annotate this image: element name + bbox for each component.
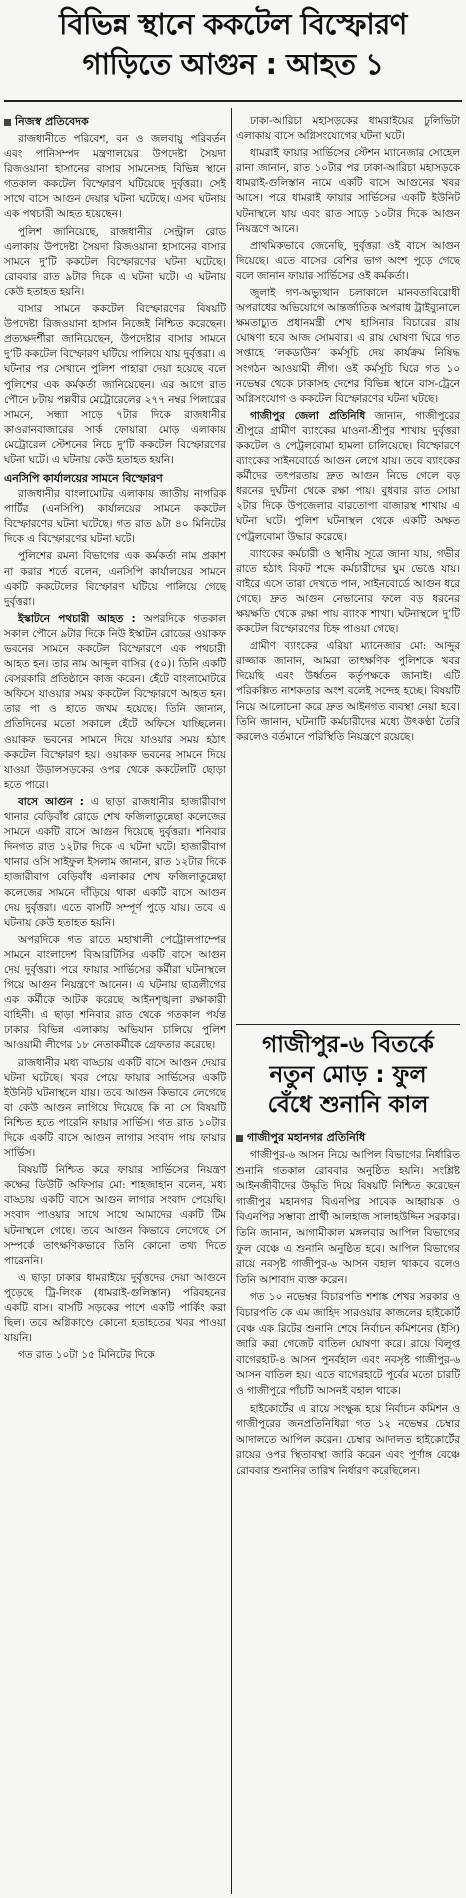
story-paragraph: রাজধানীর মধ্য বাড্ডায় একটি বাসে আগুন দেয়ার ঘটনা ঘটেছে। খবর পেয়ে ফায়ার সার্ভিসের একটি ইউনিট ঘটনাস্থলে যায়। তবে আগুন কিভাবে লেগেছে বা কেউ আগুন লাগিয়ে দিয়েছে কি না সে বিষয়টি নিশ্চিত হতে পারেনি ফায়ার সার্ভিস। গত রাত ১০টার দিকে একটি বাসে আগুন লাগার সংবাদ পায় ফায়ার সার্ভিস। (4, 1056, 226, 1160)
story-paragraph: গ্রামীণ ব্যাংকের এরিয়া ম্যানেজার মো: আব্দুর রাজ্জাক জানান, আমরা তাৎক্ষণিক পুলিশকে খবর দিয়েছি এবং উর্ধ্বতন কর্তৃপক্ষকে জানাই। এটি পরিকল্পিত নাশকতার অংশ বলেই সন্দেহ হচ্ছে। বিষয়টি নিয়ে আলোচনা করে দ্রুত আইনগত ব্যবস্থা নেয়া হবে। তিনি জানান, ঘটনাটি কর্মচারীদের মধ্যে উৎকণ্ঠা তৈরি করলেও বর্তমানে পরিস্থিতি নিয়ন্ত্রণে রয়েছে। (236, 640, 460, 743)
column-divider (231, 108, 232, 1894)
story-paragraph: জুলাই গণ-অভ্যুত্থান চলাকালে মানবতাবিরোধী অপরাধের অভিযোগে আন্তর্জাতিক অপরাধ ট্রাইব্যুনালে ক্ষমতাচ্যুত প্রধানমন্ত্রী শেখ হাসিনার বিচারের রায় ঘোষণা হবে আজ সোমবার। এ রায় ঘোষণা ঘিরে গত সপ্তাহে ‘লকডাউন’ কর্মসূচি দেয় কার্যক্রম নিষিদ্ধ সংগঠন আওয়ামী লীগ। ওই কর্মসূচি ঘিরে গত ১০ নভেম্বর থেকে ঢাকাসহ দেশের বিভিন্ন স্থানে বাস-ট্রেনে অগ্নিসংযোগ ও ককটেল বিস্ফোরণের ঘটনা ঘটছে। (236, 287, 460, 405)
story-paragraph: ঢাকা-আরিচা মহাসড়কের ধামরাইয়ের ঢুলিভিটা এলাকায় বাসে অগ্নিসংযোগের ঘটনা ঘটে। (236, 115, 460, 143)
headline-rule (4, 100, 462, 102)
story-paragraph: অপরদিকে গত রাতে মহাখালী পেট্রোলপাম্পের সামনে বাংলাদেশ বিআরটিসির একটি বাসে আগুন দেয় দুর্বৃত্তরা। পরে ফায়ার সার্ভিসের কর্মীরা ঘটনাস্থলে গিয়ে আগুন নিয়ন্ত্রণে আনেন। এ ঘটনায় ছাত্রলীগের এক কর্মীকে আটক করেছে আইনশৃঙ্খলা রক্ষাকারী বাহিনী। এ ছাড়া শনিবার রাত থেকে গতকাল পর্যন্ত ঢাকার বিভিন্ন এলাকায় অভিযান চালিয়ে পুলিশ আওয়ামী লীগের ১৮ নেতাকর্মীকে গ্রেফতার করেছে। (4, 933, 226, 1052)
square-bullet-icon (4, 119, 11, 126)
byline-gazipur-district: গাজীপুর জেলা প্রতিনিধি (250, 409, 366, 422)
story-paragraph: গত রাত ১০টা ১৫ মিনিটের দিকে (18, 1349, 155, 1362)
story-paragraph: ব্যাংকের কর্মচারী ও স্থানীয় সূত্রে জানা যায়, গভীর রাতে হঠাৎ বিকট শব্দে কর্মচারীদের ঘুম ভেঙে যায়। বাইরে এসে তারা দেখতে পান, সাইনবোর্ডে আগুন ধরে গেছে। দ্রুত আগুন নেভানোর ফলে বড় ধরনের ক্ষয়ক্ষতি থেকে রক্ষা পায় ব্যাংক শাখা। ঘটনাস্থলে দু’টি ককটেল বিস্ফোরণের চিহ্ন পাওয়া গেছে। (236, 547, 460, 636)
main-headline (0, 0, 466, 84)
story-continuation-column (236, 114, 460, 1020)
story-paragraph: প্রাথমিকভাবে জেনেছি, দুর্বৃত্তরা ওই বাসে আগুন দিয়েছে। এতে বাসের বেশির ভাগ অংশ পুড়ে গেছে বলে জানান ফায়ার সার্ভিসের ওই কর্মকর্তা। (236, 239, 460, 282)
second-headline-line-2: নতুন মোড় : ফুল (269, 1062, 427, 1088)
square-bullet-icon (236, 1135, 243, 1142)
second-story-byline: গাজীপুর মহানগর প্রতিনিধি (236, 1130, 460, 1146)
story-paragraph-bus: বাসে আগুন : এ ছাড়া রাজধানীর হাজারীবাগ থানার বেড়িবাঁধ রোডে শেখ ফজিলাতুন্নেছা কলেজের সামনে একটি বাসে আগুন দিয়েছে দুর্বৃত্তরা। শনিবার দিনগত রাত ১২টার দিকে এ ঘটনা ঘটে। হাজারীবাগ থানার ওসি সাইফুল ইসলাম জানান, রাত ১২টার দিকে হাজারীবাগ বেড়িবাঁধ এলাকার শেখ ফজিলাতুন্নেছা কলেজের সামনে দাঁড়িয়ে থাকা একটি বাসে আগুন দেয় দুর্বৃত্তরা। এতে বাসটি সম্পূর্ণ পুড়ে যায়। তবে এ ঘটনায় কেউ হতাহত হয়নি। (4, 795, 226, 929)
second-headline (234, 1030, 462, 1120)
story-paragraph: হাইকোর্টের এ রায়ে সংক্ষুব্ধ হয়ে নির্বাচন কমিশন ও গাজীপুরের জনপ্রতিনিধিরা গত ১২ নভেম্বর চেম্বার আদালতে আপিল করেন। চেম্বার আদালত হাইকোর্টের রায়ের ওপর স্থিতাবস্থা জারি করেন এবং পূর্ণাঙ্গ বেঞ্চে রোববার শুনানির তারিখ নির্ধারণ করেছিলেন। (236, 1402, 460, 1477)
story-separator (236, 1024, 460, 1025)
headline-line-2: গাড়িতে আগুন : আহত ১ (82, 47, 384, 81)
subheading-ncp: এনসিপি কার্যালয়ের সামনে বিস্ফোরণ (4, 472, 163, 486)
story-paragraph: পুলিশের রমনা বিভাগের এক কর্মকর্তা নাম প্রকাশ না করার শর্তে বলেন, এনসিপি কার্যালয়ের সামনে একটি ককটেলের বিস্ফোরণ ঘটিয়ে পালিয়ে গেছে দুর্বৃত্তরা। (4, 550, 226, 608)
lead-bus-fire: বাসে আগুন : (18, 795, 84, 808)
story-paragraph: রাজধানীতে পরিবেশ, বন ও জলবায়ু পরিবর্তন এবং পানিসম্পদ মন্ত্রণালয়ের উপদেষ্টা সৈয়দা রিজওয়ানা হাসানের বাসার সামনেসহ বিভিন্ন স্থানে গতকাল ককটেল বিস্ফোরণ ঘটিয়েছে দুর্বৃত্তরা। সেই সাথে বাসে আগুন দেয়ার ঘটনা ঘটেছে। এসব ঘটনায় এক পথচারী আহত হয়েছেন। (4, 133, 226, 221)
story-paragraph: রাজধানীর বাংলামোটর এলাকায় জাতীয় নাগরিক পার্টির (এনসিপি) কার্যালয়ের সামনে ককটেল বিস্ফোরণের ঘটনা ঘটেছে। গত রাত ৯টা ৪০ মিনিটের দিকে এ বিস্ফোরণের ঘটনা ঘটে। (4, 488, 226, 546)
headline-line-1: বিভিন্ন স্থানে ককটেল বিস্ফোরণ (59, 7, 407, 41)
second-headline-line-3: বেঁধে শুনানি কাল (267, 1092, 429, 1118)
second-story-body (236, 1130, 460, 1894)
story-paragraph: এ ছাড়া ঢাকার ধামরাইয়ে দুর্বৃত্তদের দেয়া আগুনে পুড়েছে ট্রি-লিংক (ধামরাই-গুলিস্তান) পরিবহনের একটি বাস। বাসটি সড়কের পাশে একটি পার্কিং করা ছিল। তবে অগ্নিকাণ্ডে কোনো হতাহতের খবর পাওয়া যায়নি। (4, 1271, 226, 1345)
story-paragraph-gazipur: গাজীপুর জেলা প্রতিনিধি জানান, গাজীপুরের শ্রীপুরে গ্রামীণ ব্যাংকের মাওনা-শ্রীপুর শাখায় দুর্বৃত্তরা ককটেল ও পেট্রলবোমা হামলা চালিয়েছে। বিস্ফোরণে ব্যাংকের সাইনবোর্ডে আগুন লেগে যায়। তবে ব্যাংকের কর্মীদের তৎপরতায় দ্রুত আগুন নিভে গেলে বড় ধরনের দুর্ঘটনা থেকে রক্ষা পায়। বুধবার রাত সোয়া ২টার দিকে উপজেলার বারতোপা বাজারস্থ শাখায় এ ঘটনা ঘটে। পুলিশ ঘটনাস্থল থেকে একটি অক্ষত পেট্রলবোমা উদ্ধার করেছে। (236, 409, 460, 543)
lead-skaton: ইস্কাটনে পথচারী আহত : (18, 612, 136, 625)
story-paragraph: গত ১০ নভেম্বর বিচারপতি শশাঙ্ক শেখর সরকার ও বিচারপতি কে এম জাহিদ সারওয়ার কাজলের হাইকোর্ট বেঞ্চ এক রিটের শুনানি শেষে নির্বাচন কমিশনের (ইসি) জারি করা গেজেট বাতিল ঘোষণা করে। রায়ে বিলুপ্ত বাগেরহাট-৪ আসন পুনর্বহাল এবং নবসৃষ্ট গাজীপুর-৬ আসন বাতিল হয়। এতে বাগেরহাটে পূর্বের মতো চারটি ও গাজীপুরে পাঁচটি আসনই বহাল থাকে। (236, 1291, 460, 1397)
story-paragraph: ধামরাই ফায়ার সার্ভিসের স্টেশন ম্যানেজার সোহেল রানা জানান, রাত ১০টার পর ঢাকা-আরিচা মহাসড়কে ধামরাই-গুলিস্তান নামে একটি বাসে আগুনের খবর আসে। পরে ধামরাই ফায়ার সার্ভিসের একটি ইউনিট ঘটনাস্থলে যায় এবং রাত সাড়ে ১০টার দিকে আগুন নিয়ন্ত্রণে আনে। (236, 147, 460, 235)
story-paragraph: পুলিশ জানিয়েছে, রাজধানীর সেন্ট্রাল রোড এলাকায় উপদেষ্টা সৈয়দা রিজওয়ানা হাসানের বাসার সামনে দু’টি ককটেল বিস্ফোরণের ঘটনা ঘটেছে। রোববার রাত ৯টার দিকে এ ঘটনা ঘটে। এ ঘটনায় কেউ হতাহত হয়নি। (4, 225, 226, 298)
story-byline: নিজস্ব প্রতিবেদক (4, 114, 226, 130)
story-paragraph: গাজীপুর-৬ আসন নিয়ে আপিল বিভাগের নির্ধারিত শুনানি গতকাল রোববার অনুষ্ঠিত হয়নি। সংশ্লিষ্ট আইনজীবীদের উদ্ধৃতি দিয়ে বিষয়টি নিশ্চিত করেছেন গাজীপুর মহানগর বিএনপির সাবেক আহ্বায়ক ও বিএনপির সম্ভাব্য প্রার্থী আলহাজ সালাহউদ্দিন সরকার। তিনি জানান, আগামীকাল মঙ্গলবার আপিল বিভাগের ফুল বেঞ্চে এ শুনানি অনুষ্ঠিত হবে। আপিল বিভাগের রায়ে নবসৃষ্ট গাজীপুর-৬ আসন বহাল থাকবে বলেও তিনি আশাবাদ ব্যক্ত করেন। (236, 1149, 460, 1286)
story-main-column (4, 114, 226, 1894)
story-paragraph: বাসার সামনে ককটেল বিস্ফোরণের বিষয়টি উপদেষ্টা রিজওয়ানা হাসান নিজেই নিশ্চিত করেছেন। প্রত্যক্ষদর্শীরা জানিয়েছেন, উপদেষ্টার বাসার সামনে দু’টি ককটেল বিস্ফোরণ ঘটিয়ে পালিয়ে যায় দুর্বৃত্তরা। এ ঘটনার পর সেখানে পুলিশ পাহারা দেয়া হয়েছে বলে পুলিশের এক কর্মকর্তা জানিয়েছেন। এর আগে রাত পৌনে ৮টায় পল্লবীর মেট্রোরেলের ২৭৭ নম্বর পিলারের সামনে, সন্ধ্যা সাড়ে ৭টার দিকে রাজধানীর কাওরানবাজারের সার্ক ফোয়ারা মোড় এলাকায় মেট্রোরেল স্টেশনের নিচে দু’টি ককটেল বিস্ফোরণের ঘটনা ঘটে। এ ঘটনায় কেউ হতাহত হয়নি। (4, 303, 226, 466)
second-headline-line-1: গাজীপুর-৬ বিতর্কে (262, 1032, 434, 1058)
story-paragraph: বিষয়টি নিশ্চিত করে ফায়ার সার্ভিসের নিয়ন্ত্রণ কক্ষের ডিউটি অফিসার মো: শাহজাহান বলেন, মধ্য বাড্ডায় একটি বাসে আগুন লাগার সংবাদ পেয়েছি। সংবাদ পাওয়ার সাথে সাথে আমাদের একটি টিম ঘটনাস্থলে গেছে। তবে আগুন কিভাবে লেগেছে সে সম্পর্কে তাৎক্ষণিকভাবে তিনি কোনো তথ্য দিতে পারেননি। (4, 1164, 226, 1267)
story-paragraph-skaton: ইস্কাটনে পথচারী আহত : অপরদিকে গতকাল সকাল পৌনে ৯টার দিকে নিউ ইস্কাটন রোডের ওয়াকফ ভবনের সামনে ককটেল বিস্ফোরণে এক পথচারী আহত হন। তার নাম আব্দুল বাসির (৫০)। তিনি একটি বেসরকারি প্রতিষ্ঠানে কাজ করেন। হেঁটে বাংলামোটরে অফিসে যাওয়ার সময় ককটেল বিস্ফোরণে আহত হন। তার পা ও হাতে জখম হয়েছে। তিনি জানান, প্রতিদিনের মতো সকালে হেঁটে অফিসে যাচ্ছিলেন। ওয়াকফ ভবনের সামনে দিয়ে যাওয়ার সময় হঠাৎ ককটেল বিস্ফোরণ হয়। ওয়াকফ ভবনের সামনে দিয়ে যাওয়া উড়ালসড়কের ওপর থেকে ককটেলটি ছোড়া হতে পারে। (4, 612, 226, 791)
